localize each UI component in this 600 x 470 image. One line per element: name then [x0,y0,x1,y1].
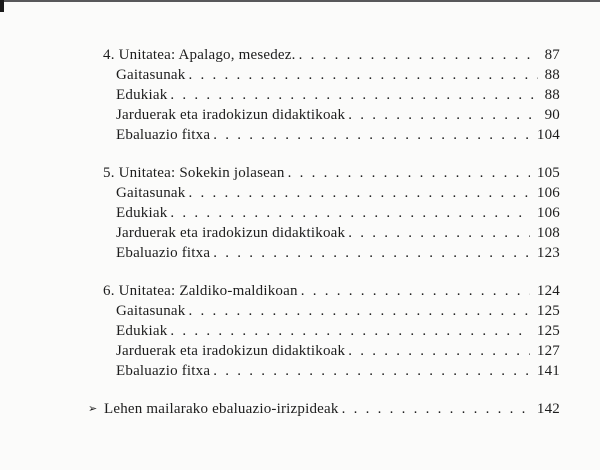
dot-leader [348,105,537,125]
toc-final-item [88,399,560,419]
toc-entry [103,321,560,341]
toc-entry [103,301,560,321]
toc-entry-label: Edukiak [116,323,168,339]
dot-leader [213,243,530,263]
toc-entry-page-number: 125 [536,303,560,319]
toc-entry [103,65,560,85]
dot-leader [213,361,530,381]
dot-leader [188,183,529,203]
dot-leader [170,203,530,223]
toc-section [103,163,560,263]
toc-entry-label: Edukiak [116,87,168,103]
toc-entry-label: Edukiak [116,205,168,221]
toc-entry-label: Gaitasunak [116,303,186,319]
toc-entry-page-number: 127 [536,343,560,359]
scan-corner-artifact [0,0,4,12]
toc-entry-page-number: 141 [536,363,560,379]
dot-leader [348,341,530,361]
toc-entry-page-number: 90 [544,107,560,123]
toc-final-item-label: Lehen mailarako ebaluazio-irizpideak [104,401,339,417]
toc-section-title-label: 6. Unitatea: Zaldiko-maldikoan [103,283,298,299]
dot-leader [301,281,530,301]
toc-entry-label: Jarduerak eta iradokizun didaktikoak [116,343,346,359]
toc-section-title [103,163,560,183]
scan-top-edge-artifact [0,0,600,2]
toc-entry [103,125,560,145]
toc-entry [103,223,560,243]
toc-section-title [103,281,560,301]
toc-entry [103,85,560,105]
dot-leader [288,163,530,183]
toc-entry-page-number: 106 [536,185,560,201]
toc-section-title-label: 4. Unitatea: Apalago, mesedez. [103,47,296,63]
toc-entry [103,105,560,125]
toc-entry-label: Gaitasunak [116,67,186,83]
toc-section-title-page-number: 105 [536,165,560,181]
toc-entry-page-number: 123 [536,245,560,261]
toc-section-title-label: 5. Unitatea: Sokekin jolasean [103,165,285,181]
toc-content [88,45,560,419]
toc-section-title [103,45,560,65]
toc-entry-label: Ebaluazio fitxa [116,127,211,143]
toc-entry-page-number: 125 [536,323,560,339]
toc-entry-label: Gaitasunak [116,185,186,201]
dot-leader [348,223,530,243]
toc-entry [103,203,560,223]
toc-entry-label: Ebaluazio fitxa [116,245,211,261]
dot-leader [170,321,530,341]
toc-entry-label: Jarduerak eta iradokizun didaktikoak [116,107,346,123]
arrow-bullet-icon: ➢ [88,402,98,415]
toc-entry [103,341,560,361]
toc-section-title-page-number: 87 [544,47,560,63]
toc-entry-page-number: 108 [536,225,560,241]
toc-entry-page-number: 104 [536,127,560,143]
toc-section [103,45,560,145]
toc-entry-page-number: 88 [544,87,560,103]
toc-entry-label: Ebaluazio fitxa [116,363,211,379]
dot-leader [299,45,538,65]
dot-leader [213,125,530,145]
toc-entry [103,243,560,263]
toc-section [103,281,560,381]
dot-leader [342,399,530,419]
dot-leader [170,85,537,105]
dot-leader [188,301,529,321]
dot-leader [188,65,537,85]
toc-entry-page-number: 106 [536,205,560,221]
toc-entry [103,361,560,381]
toc-entry [103,183,560,203]
toc-section-title-page-number: 124 [536,283,560,299]
toc-entry-label: Jarduerak eta iradokizun didaktikoak [116,225,346,241]
toc-entry-page-number: 88 [544,67,560,83]
toc-final-item-page-number: 142 [536,401,560,417]
